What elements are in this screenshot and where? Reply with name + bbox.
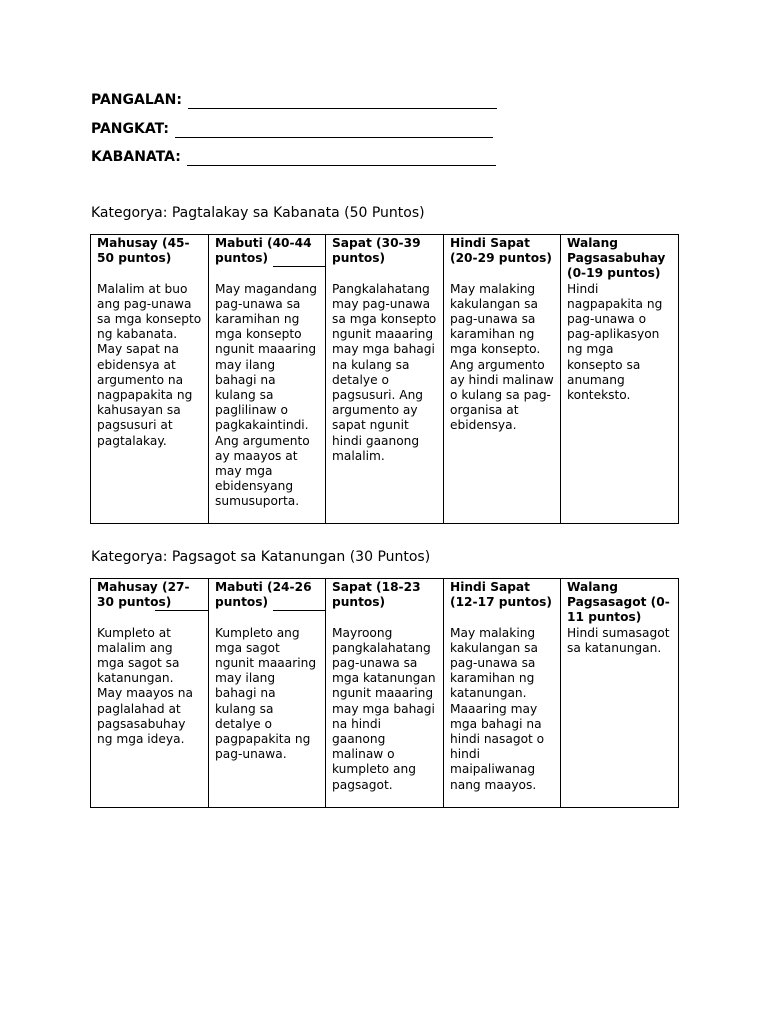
section-heading-questions: Kategorya: Pagsagot sa Katanungan (30 Puntos) xyxy=(91,549,431,565)
rubric-header-cell xyxy=(444,579,561,626)
rubric-description-cell: Kumpleto ang mga sagot ngunit maaaring may ilang bahagi na kulang sa detalye o pagpapakita ng pag-unawa. xyxy=(209,626,326,808)
rubric-header-text: Mabuti (24-26 puntos) xyxy=(215,580,312,610)
rubric-description-cell: Malalim at buo ang pag-unawa sa mga konsepto ng kabanata. May sapat na ebidensya at argumento na nagpapakita ng kahusayan sa pagsusuri at pagtalakay. xyxy=(91,282,209,524)
rubric-header-text: Hindi Sapat (12-17 puntos) xyxy=(450,580,552,610)
rubric-header-text: Walang Pagsasagot (0-11 puntos) xyxy=(567,580,670,625)
chapter-field xyxy=(91,149,496,166)
rubric-table-discussion xyxy=(90,234,679,524)
rubric-description-cell: Pangkalahatang may pag-unawa sa mga konsepto ngunit maaaring may mga bahagi na kulang sa detalye o pagsusuri. Ang argumento ay sapat ngunit hindi gaanong malalim. xyxy=(326,282,444,524)
rubric-header-text: Mabuti (40-44 puntos) xyxy=(215,236,312,266)
rubric-header-cell xyxy=(561,235,679,282)
group-field xyxy=(91,121,493,138)
chapter-blank-line[interactable] xyxy=(187,151,496,166)
group-label: PANGKAT: xyxy=(91,121,169,137)
rubric-description-row xyxy=(91,282,679,524)
rubric-header-text: Mahusay (45-50 puntos) xyxy=(97,236,190,266)
name-label: PANGALAN: xyxy=(91,92,182,108)
rubric-header-text: Walang Pagsasabuhay (0-19 puntos) xyxy=(567,236,666,281)
cell-underline xyxy=(155,610,208,611)
rubric-description-cell: May malaking kakulangan sa pag-unawa sa karamihan ng mga konsepto. Ang argumento ay hindi malinaw o kulang sa pag-organisa at ebidensya. xyxy=(444,282,561,524)
rubric-description-cell: Kumpleto at malalim ang mga sagot sa katanungan. May maayos na paglalahad at pagsasabuhay ng mga ideya. xyxy=(91,626,209,808)
name-blank-line[interactable] xyxy=(188,94,497,109)
rubric-description-cell: Hindi sumasagot sa katanungan. xyxy=(561,626,679,808)
rubric-header-cell xyxy=(91,579,209,626)
rubric-header-cell xyxy=(326,579,444,626)
rubric-header-row xyxy=(91,235,679,282)
rubric-header-cell xyxy=(444,235,561,282)
cell-underline xyxy=(273,610,325,611)
cell-underline xyxy=(273,266,325,267)
rubric-description-row xyxy=(91,626,679,808)
rubric-table-questions xyxy=(90,578,679,808)
rubric-header-cell xyxy=(91,235,209,282)
rubric-header-cell xyxy=(209,579,326,626)
rubric-header-cell xyxy=(326,235,444,282)
rubric-header-text: Mahusay (27-30 puntos) xyxy=(97,580,190,610)
rubric-header-cell xyxy=(209,235,326,282)
rubric-header-text: Hindi Sapat (20-29 puntos) xyxy=(450,236,552,266)
rubric-description-cell: May malaking kakulangan sa pag-unawa sa karamihan ng katanungan. Maaaring may mga bahagi na hindi nasagot o hindi maipaliwanag nang maayos. xyxy=(444,626,561,808)
rubric-description-cell: May magandang pag-unawa sa karamihan ng mga konsepto ngunit maaaring may ilang bahagi na kulang sa paglilinaw o pagkakaintindi. Ang argumento ay maayos at may mga ebidensyang sumusuporta. xyxy=(209,282,326,524)
rubric-header-text: Sapat (30-39 puntos) xyxy=(332,236,421,266)
rubric-header-cell xyxy=(561,579,679,626)
rubric-description-cell: Mayroong pangkalahatang pag-unawa sa mga katanungan ngunit maaaring may mga bahagi na hindi gaanong malinaw o kumpleto ang pagsagot. xyxy=(326,626,444,808)
rubric-description-cell: Hindi nagpapakita ng pag-unawa o pag-aplikasyon ng mga konsepto sa anumang konteksto. xyxy=(561,282,679,524)
group-blank-line[interactable] xyxy=(175,123,493,138)
chapter-label: KABANATA: xyxy=(91,149,181,165)
rubric-header-row xyxy=(91,579,679,626)
section-heading-discussion: Kategorya: Pagtalakay sa Kabanata (50 Puntos) xyxy=(91,205,425,221)
name-field xyxy=(91,92,497,109)
rubric-header-text: Sapat (18-23 puntos) xyxy=(332,580,421,610)
